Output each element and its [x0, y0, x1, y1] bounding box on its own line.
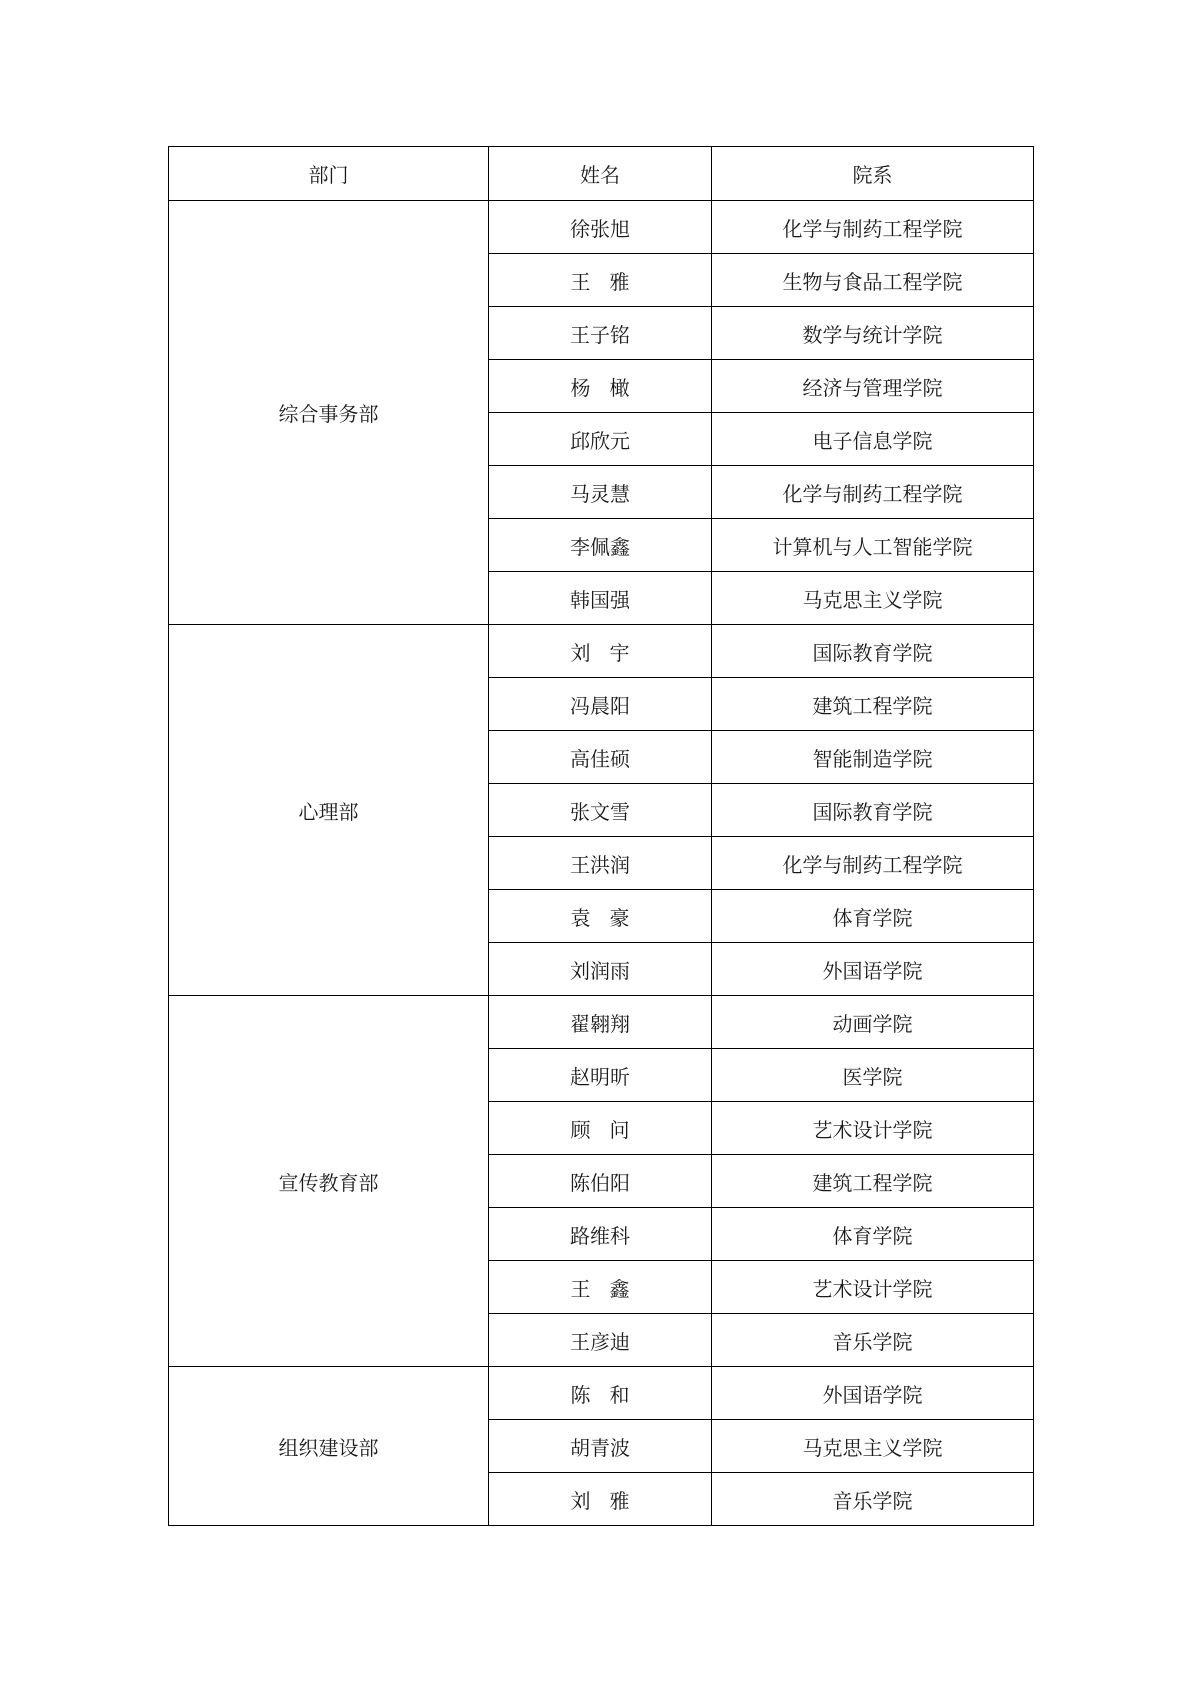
member-name-cell: 张文雪 [489, 784, 712, 837]
member-college-cell: 外国语学院 [712, 943, 1034, 996]
member-name-cell: 翟翱翔 [489, 996, 712, 1049]
member-name-cell: 王 雅 [489, 254, 712, 307]
department-cell: 宣传教育部 [169, 996, 489, 1367]
member-name-cell: 韩国强 [489, 572, 712, 625]
department-cell: 心理部 [169, 625, 489, 996]
header-college: 院系 [712, 147, 1034, 201]
member-name-cell: 邱欣元 [489, 413, 712, 466]
member-college-cell: 外国语学院 [712, 1367, 1034, 1420]
department-cell: 组织建设部 [169, 1367, 489, 1526]
table-header [169, 147, 1034, 201]
member-college-cell: 体育学院 [712, 1208, 1034, 1261]
header-row [169, 147, 1034, 201]
member-college-cell: 电子信息学院 [712, 413, 1034, 466]
table-row [169, 625, 1034, 678]
table-row [169, 201, 1034, 254]
member-college-cell: 智能制造学院 [712, 731, 1034, 784]
member-college-cell: 艺术设计学院 [712, 1261, 1034, 1314]
member-name-cell: 徐张旭 [489, 201, 712, 254]
member-college-cell: 计算机与人工智能学院 [712, 519, 1034, 572]
header-name: 姓名 [489, 147, 712, 201]
member-college-cell: 国际教育学院 [712, 784, 1034, 837]
member-name-cell: 高佳硕 [489, 731, 712, 784]
member-college-cell: 国际教育学院 [712, 625, 1034, 678]
member-college-cell: 马克思主义学院 [712, 572, 1034, 625]
member-name-cell: 刘 宇 [489, 625, 712, 678]
member-college-cell: 建筑工程学院 [712, 1155, 1034, 1208]
member-name-cell: 路维科 [489, 1208, 712, 1261]
member-college-cell: 马克思主义学院 [712, 1420, 1034, 1473]
member-name-cell: 胡青波 [489, 1420, 712, 1473]
member-college-cell: 建筑工程学院 [712, 678, 1034, 731]
member-college-cell: 艺术设计学院 [712, 1102, 1034, 1155]
member-name-cell: 冯晨阳 [489, 678, 712, 731]
table-row [169, 996, 1034, 1049]
member-name-cell: 袁 豪 [489, 890, 712, 943]
member-name-cell: 陈伯阳 [489, 1155, 712, 1208]
department-cell: 综合事务部 [169, 201, 489, 625]
member-college-cell: 医学院 [712, 1049, 1034, 1102]
member-name-cell: 王彦迪 [489, 1314, 712, 1367]
member-name-cell: 王子铭 [489, 307, 712, 360]
roster-table [168, 146, 1034, 1526]
member-name-cell: 刘润雨 [489, 943, 712, 996]
table-body [169, 201, 1034, 1526]
member-name-cell: 陈 和 [489, 1367, 712, 1420]
member-name-cell: 杨 橄 [489, 360, 712, 413]
member-college-cell: 化学与制药工程学院 [712, 201, 1034, 254]
member-college-cell: 数学与统计学院 [712, 307, 1034, 360]
member-name-cell: 刘 雅 [489, 1473, 712, 1526]
member-college-cell: 动画学院 [712, 996, 1034, 1049]
member-college-cell: 生物与食品工程学院 [712, 254, 1034, 307]
member-name-cell: 王洪润 [489, 837, 712, 890]
member-name-cell: 王 鑫 [489, 1261, 712, 1314]
header-department: 部门 [169, 147, 489, 201]
member-name-cell: 赵明昕 [489, 1049, 712, 1102]
member-name-cell: 顾 问 [489, 1102, 712, 1155]
member-college-cell: 化学与制药工程学院 [712, 466, 1034, 519]
member-college-cell: 体育学院 [712, 890, 1034, 943]
member-college-cell: 音乐学院 [712, 1473, 1034, 1526]
member-college-cell: 经济与管理学院 [712, 360, 1034, 413]
member-college-cell: 音乐学院 [712, 1314, 1034, 1367]
table-row [169, 1367, 1034, 1420]
member-name-cell: 李佩鑫 [489, 519, 712, 572]
member-college-cell: 化学与制药工程学院 [712, 837, 1034, 890]
member-name-cell: 马灵慧 [489, 466, 712, 519]
